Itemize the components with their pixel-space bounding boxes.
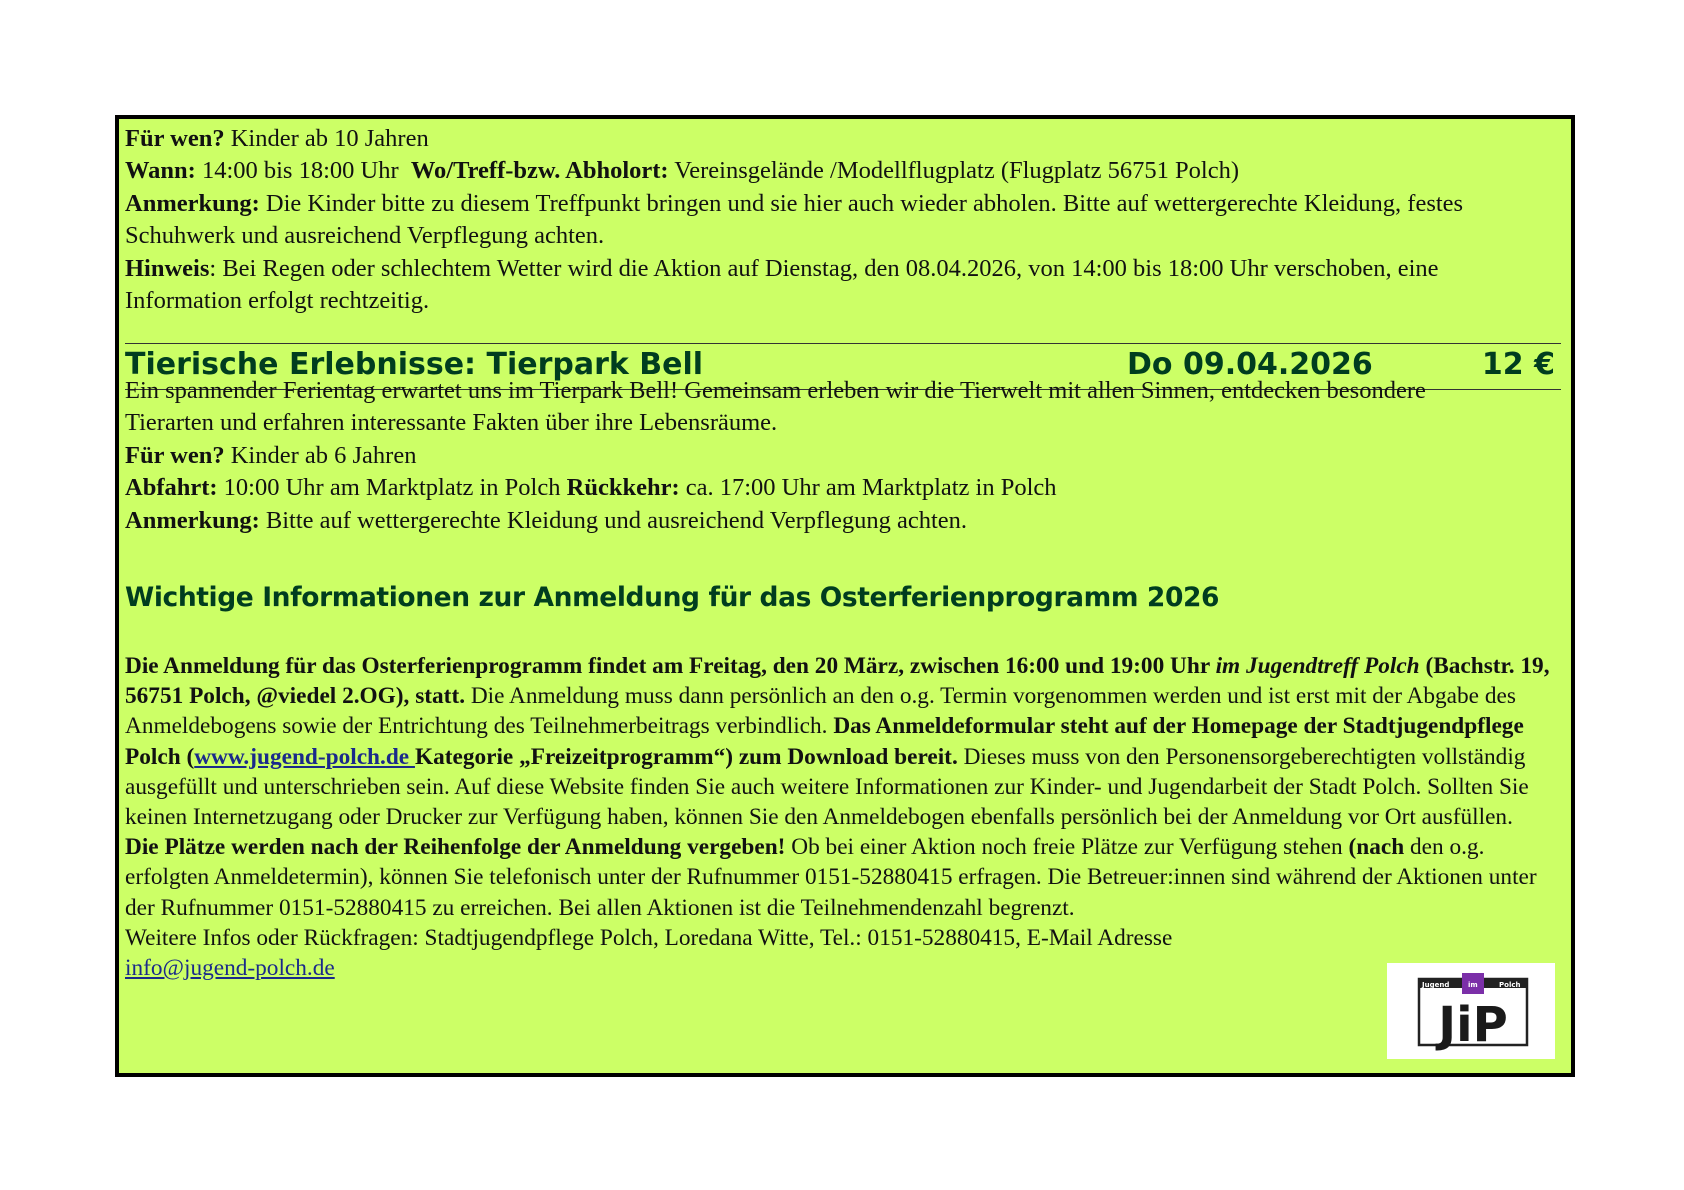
jip-logo-graphic <box>1387 963 1555 1059</box>
activity-title: Tierische Erlebnisse: Tierpark Bell <box>125 347 704 382</box>
registration-paragraph-2: Die Plätze werden nach der Reihenfolge der Anmeldung vergeben! Ob bei einer Aktion noch freie Plätze zur Verfügung stehen (nach den o.g. erfolgten Anmeldetermin), können Sie telefonisch unter der Rufnummer 0151-52880415 erfragen. Die Betreuer:innen sind während der Aktionen unter der Rufnummer 0151-52880415 zu erreichen. Bei allen Aktionen ist die Teilnehmendenzahl begrenzt. <box>125 834 1537 921</box>
section1-anmerkung: Anmerkung: Die Kinder bitte zu diesem Treffpunkt bringen und sie hier auch wieder abholen. Bitte auf wettergerechte Kleidung, festes Schuhwerk und ausreichend Verpflegung achten. <box>125 189 1464 250</box>
email-link[interactable]: info@jugend-polch.de <box>125 955 335 982</box>
section1-time-place: Wann: 14:00 bis 18:00 Uhr Wo/Treff-bzw. Abholort: Vereinsgelände /Modellflugplatz (Flugplatz 56751 Polch) <box>125 157 1239 185</box>
activity-fuer-wen: Für wen? Kinder ab 6 Jahren <box>125 441 417 469</box>
registration-email-row <box>125 953 1565 983</box>
registration-info <box>125 651 1565 983</box>
registration-contact: Weitere Infos oder Rückfragen: Stadtjugendpflege Polch, Loredana Witte, Tel.: 0151-52880415, E-Mail Adresse <box>125 924 1173 951</box>
svg-text:Jugend: Jugend <box>1422 981 1450 989</box>
registration-heading: Wichtige Informationen zur Anmeldung für das Osterferienprogramm 2026 <box>125 582 1220 613</box>
activity-date: Do 09.04.2026 <box>1127 347 1373 382</box>
divider-top <box>125 343 1561 344</box>
svg-text:Polch: Polch <box>1499 981 1521 989</box>
activity-details <box>125 375 1565 537</box>
svg-text:im: im <box>1468 981 1478 989</box>
section1-hinweis: Hinweis: Bei Regen oder schlechtem Wetter wird die Aktion auf Dienstag, den 08.04.2026, von 14:00 bis 18:00 Uhr verschoben, eine Information erfolgt rechtzeitig. <box>125 254 1439 315</box>
section1-details <box>125 123 1565 317</box>
activity-price: 12 € <box>1481 347 1555 382</box>
activity-anmerkung: Anmerkung: Bitte auf wettergerechte Kleidung und ausreichend Verpflegung achten. <box>125 506 968 534</box>
jip-logo <box>1387 963 1555 1059</box>
svg-text:JiP: JiP <box>1438 997 1508 1053</box>
activity-abfahrt: Abfahrt: 10:00 Uhr am Marktplatz in Polch Rückkehr: ca. 17:00 Uhr am Marktplatz in Polch <box>125 474 1057 502</box>
registration-paragraph-1: Die Anmeldung für das Osterferienprogramm findet am Freitag, den 20 März, zwischen 16:00 und 19:00 Uhr im Jugendtreff Polch (Bachstr. 19, 56751 Polch, @viedel 2.OG), statt. Die Anmeldung muss dann persönlich an den o.g. Termin vorgenommen werden und ist erst mit der Abgabe des Anmeldebogens sowie der Entrichtung des Teilnehmerbeitrags verbindlich. Das Anmeldeformular steht auf der Homepage der Stadtjugendpflege Polch (www.jugend-polch.de Kategorie „Freizeitprogramm“) zum Download bereit. Dieses muss von den Personensorgeberechtigten vollständig ausgefüllt und unterschrieben sein. Auf diese Website finden Sie auch weitere Informationen zur Kinder- und Jugendarbeit der Stadt Polch. Sollten Sie keinen Internetzugang oder Drucker zur Verfügung haben, können Sie den Anmeldebogen ebenfalls persönlich bei der Anmeldung vor Ort ausfüllen. <box>125 653 1550 831</box>
program-panel <box>115 115 1575 1077</box>
section1-fuer-wen: Für wen? Kinder ab 10 Jahren <box>125 125 429 152</box>
activity-description: Ein spannender Ferientag erwartet uns im Tierpark Bell! Gemeinsam erleben wir die Tierwelt mit allen Sinnen, entdecken besondere Tierarten und erfahren interessante Fakten über ihre Lebensräume. <box>125 377 1426 437</box>
website-link[interactable]: www.jugend-polch.de <box>194 743 415 770</box>
